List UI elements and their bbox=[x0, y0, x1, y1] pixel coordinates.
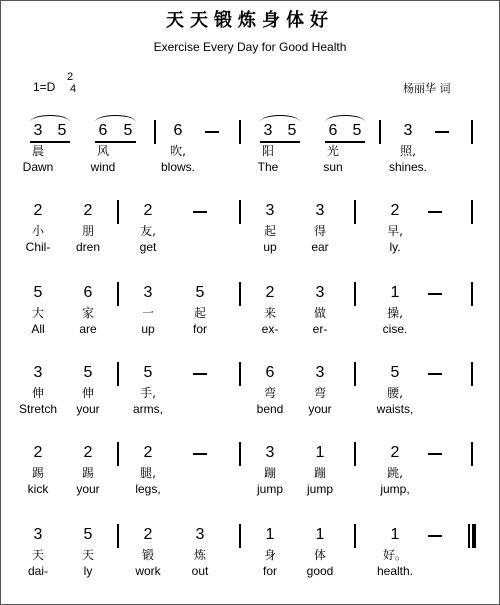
lyric-english: All bbox=[31, 322, 45, 336]
eighth-underline bbox=[325, 141, 365, 143]
lyric-chinese: 伸 bbox=[31, 386, 44, 400]
sustain-dash bbox=[193, 211, 207, 213]
lyric-english: your bbox=[76, 402, 100, 416]
note-numeral: 2 bbox=[33, 444, 43, 461]
lyric-chinese: 起 bbox=[193, 306, 206, 320]
eighth-underline bbox=[30, 141, 70, 143]
barline bbox=[239, 362, 241, 386]
barline bbox=[471, 120, 473, 144]
note-numeral: 5 bbox=[83, 364, 93, 381]
song-title: 天天锻炼身体好 bbox=[166, 10, 334, 31]
lyric-chinese: 好。 bbox=[382, 548, 407, 562]
lyric-english: kick bbox=[27, 482, 49, 496]
note-numeral: 5 bbox=[83, 526, 93, 543]
note-numeral: 2 bbox=[265, 284, 275, 301]
lyric-chinese: 小 bbox=[31, 224, 44, 238]
eighth-underline bbox=[95, 141, 136, 143]
note-numeral: 3 bbox=[143, 284, 153, 301]
barline bbox=[379, 120, 381, 144]
lyric-chinese: 踢 bbox=[31, 466, 44, 480]
lyric-chinese: 友, bbox=[140, 224, 156, 238]
barline bbox=[471, 442, 473, 466]
barline bbox=[239, 282, 241, 306]
sustain-dash bbox=[435, 131, 449, 133]
barline bbox=[354, 362, 356, 386]
lyric-english: out bbox=[191, 564, 209, 578]
sustain-dash bbox=[428, 453, 442, 455]
note-numeral: 1 bbox=[265, 526, 275, 543]
lyric-english: jump bbox=[256, 482, 283, 496]
song-subtitle: Exercise Every Day for Good Health bbox=[153, 40, 347, 54]
lyricist-credit: 杨丽华 词 bbox=[403, 82, 451, 95]
sustain-dash bbox=[193, 453, 207, 455]
barline bbox=[239, 200, 241, 224]
note-numeral: 2 bbox=[390, 444, 400, 461]
note-numeral: 5 bbox=[33, 284, 43, 301]
lyric-english: your bbox=[76, 482, 100, 496]
lyric-chinese: 晨 bbox=[31, 144, 44, 158]
lyric-english: wind bbox=[90, 160, 116, 174]
lyric-english: up bbox=[263, 240, 277, 254]
barline bbox=[239, 120, 241, 144]
note-numeral: 2 bbox=[143, 202, 153, 219]
lyric-chinese: 踢 bbox=[81, 466, 94, 480]
note-numeral: 3 bbox=[33, 364, 43, 381]
note-numeral: 3 bbox=[33, 526, 43, 543]
lyric-chinese: 蹦 bbox=[263, 466, 276, 480]
sustain-dash bbox=[428, 211, 442, 213]
eighth-underline bbox=[260, 141, 300, 143]
lyric-english: Stretch bbox=[18, 402, 57, 416]
lyric-english: for bbox=[262, 564, 277, 578]
lyric-chinese: 锻 bbox=[141, 548, 154, 562]
lyric-chinese: 阳 bbox=[261, 144, 274, 158]
barline bbox=[354, 442, 356, 466]
lyric-english: health. bbox=[376, 564, 414, 578]
lyric-chinese: 朋 bbox=[81, 224, 94, 238]
lyric-english: cise. bbox=[382, 322, 408, 336]
note-numeral: 6 bbox=[98, 122, 108, 139]
lyric-english: bend bbox=[256, 402, 284, 416]
sustain-dash bbox=[193, 373, 207, 375]
lyric-english: sun bbox=[323, 160, 343, 174]
barline bbox=[239, 524, 241, 548]
note-numeral: 6 bbox=[265, 364, 275, 381]
barline bbox=[354, 200, 356, 224]
note-numeral: 5 bbox=[390, 364, 400, 381]
lyric-english: ly bbox=[83, 564, 93, 578]
barline bbox=[117, 442, 119, 466]
note-numeral: 2 bbox=[33, 202, 43, 219]
barline bbox=[117, 200, 119, 224]
time-signature-bottom: 4 bbox=[70, 83, 77, 95]
lyric-english: The bbox=[257, 160, 279, 174]
lyric-english: jump bbox=[306, 482, 333, 496]
lyric-english: your bbox=[308, 402, 332, 416]
lyric-english: get bbox=[139, 240, 157, 254]
lyric-english: arms, bbox=[133, 402, 163, 416]
sustain-dash bbox=[428, 535, 442, 537]
lyric-english: for bbox=[192, 322, 207, 336]
lyric-english: good bbox=[306, 564, 334, 578]
note-numeral: 3 bbox=[315, 364, 325, 381]
note-numeral: 5 bbox=[287, 122, 297, 139]
note-numeral: 2 bbox=[143, 526, 153, 543]
time-signature bbox=[64, 71, 76, 95]
sustain-dash bbox=[428, 373, 442, 375]
note-numeral: 3 bbox=[263, 122, 273, 139]
note-numeral: 6 bbox=[83, 284, 93, 301]
lyric-english: Chil- bbox=[25, 240, 51, 254]
lyric-english: ear bbox=[311, 240, 329, 254]
lyric-chinese: 伸 bbox=[81, 386, 94, 400]
barline bbox=[354, 524, 356, 548]
note-numeral: 3 bbox=[195, 526, 205, 543]
note-numeral: 2 bbox=[143, 444, 153, 461]
lyric-chinese: 来 bbox=[263, 306, 276, 320]
key-signature: 1=D bbox=[33, 80, 56, 94]
lyric-english: dai- bbox=[27, 564, 48, 578]
lyric-english: er- bbox=[312, 322, 328, 336]
lyric-english: are bbox=[79, 322, 97, 336]
lyric-chinese: 身 bbox=[263, 548, 276, 562]
lyric-chinese: 照, bbox=[400, 144, 416, 158]
note-numeral: 3 bbox=[265, 444, 275, 461]
barline bbox=[239, 442, 241, 466]
note-numeral: 6 bbox=[173, 122, 183, 139]
lyric-chinese: 操, bbox=[387, 306, 403, 320]
lyric-chinese: 大 bbox=[31, 306, 44, 320]
barline bbox=[117, 524, 119, 548]
note-numeral: 5 bbox=[57, 122, 67, 139]
slur-arc bbox=[95, 115, 136, 122]
lyric-chinese: 体 bbox=[313, 548, 326, 562]
note-numeral: 5 bbox=[123, 122, 133, 139]
lyric-english: dren bbox=[75, 240, 101, 254]
lyric-chinese: 家 bbox=[81, 306, 94, 320]
note-numeral: 2 bbox=[83, 202, 93, 219]
lyric-chinese: 腿, bbox=[140, 466, 156, 480]
lyric-english: ly. bbox=[389, 240, 401, 254]
lyric-english: legs, bbox=[135, 482, 161, 496]
lyric-english: blows. bbox=[160, 160, 195, 174]
sustain-dash bbox=[428, 293, 442, 295]
slur-arc bbox=[30, 115, 70, 122]
lyric-chinese: 弯 bbox=[313, 386, 326, 400]
lyric-english: waists, bbox=[376, 402, 414, 416]
note-numeral: 5 bbox=[143, 364, 153, 381]
note-numeral: 5 bbox=[195, 284, 205, 301]
note-numeral: 5 bbox=[352, 122, 362, 139]
note-numeral: 3 bbox=[315, 202, 325, 219]
lyric-chinese: 起 bbox=[263, 224, 276, 238]
lyric-english: work bbox=[135, 564, 161, 578]
lyric-chinese: 天 bbox=[31, 548, 44, 562]
slur-arc bbox=[260, 115, 300, 122]
barline bbox=[117, 282, 119, 306]
slur-arc bbox=[325, 115, 365, 122]
note-numeral: 3 bbox=[315, 284, 325, 301]
lyric-chinese: 做 bbox=[313, 306, 326, 320]
lyric-chinese: 光 bbox=[326, 144, 339, 158]
lyric-chinese: 跳, bbox=[387, 466, 403, 480]
final-barline-thick bbox=[472, 524, 476, 548]
barline bbox=[117, 362, 119, 386]
lyric-english: ex- bbox=[261, 322, 279, 336]
note-numeral: 1 bbox=[390, 526, 400, 543]
barline bbox=[354, 282, 356, 306]
lyric-chinese: 风 bbox=[96, 144, 109, 158]
barline bbox=[471, 362, 473, 386]
lyric-chinese: 吹, bbox=[170, 144, 186, 158]
lyric-chinese: 早, bbox=[387, 224, 403, 238]
lyric-english: shines. bbox=[388, 160, 428, 174]
lyric-chinese: 得 bbox=[313, 224, 326, 238]
lyric-chinese: 炼 bbox=[193, 548, 206, 562]
lyric-chinese: 手, bbox=[140, 386, 156, 400]
note-numeral: 3 bbox=[33, 122, 43, 139]
note-numeral: 2 bbox=[83, 444, 93, 461]
note-numeral: 2 bbox=[390, 202, 400, 219]
barline bbox=[471, 282, 473, 306]
time-signature-top: 2 bbox=[67, 71, 74, 83]
lyric-chinese: 腰, bbox=[387, 386, 403, 400]
lyric-english: jump, bbox=[380, 482, 410, 496]
final-barline-thin bbox=[468, 524, 470, 548]
lyric-chinese: 蹦 bbox=[313, 466, 326, 480]
note-numeral: 6 bbox=[328, 122, 338, 139]
lyric-chinese: 弯 bbox=[263, 386, 276, 400]
sustain-dash bbox=[205, 131, 219, 133]
note-numeral: 3 bbox=[403, 122, 413, 139]
note-numeral: 1 bbox=[315, 526, 325, 543]
barline bbox=[471, 200, 473, 224]
lyric-english: up bbox=[141, 322, 155, 336]
lyric-english: Dawn bbox=[22, 160, 54, 174]
lyric-chinese: 天 bbox=[81, 548, 94, 562]
note-numeral: 3 bbox=[265, 202, 275, 219]
note-numeral: 1 bbox=[315, 444, 325, 461]
note-numeral: 1 bbox=[390, 284, 400, 301]
barline bbox=[154, 120, 156, 144]
lyric-chinese: 一 bbox=[141, 306, 154, 320]
